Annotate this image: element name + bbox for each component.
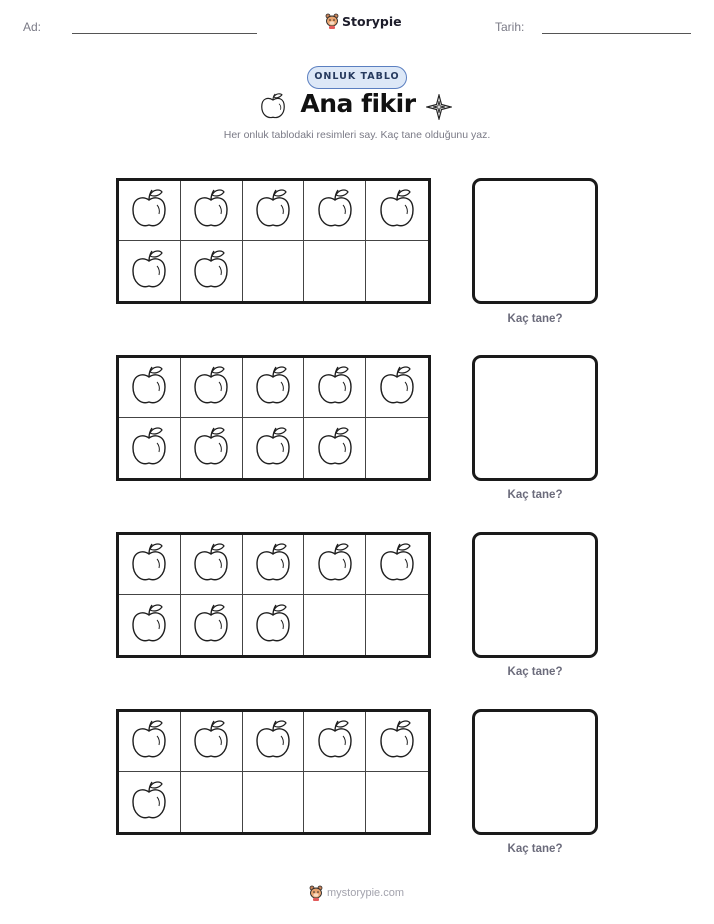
- apple-icon: [129, 717, 169, 766]
- apple-icon: [191, 717, 231, 766]
- apple-icon: [377, 540, 417, 589]
- apple-icon: [129, 186, 169, 235]
- apple-icon: [253, 186, 293, 235]
- frame-cell: [304, 418, 366, 478]
- frame-cell: [181, 772, 243, 832]
- answer-box-3[interactable]: [472, 532, 598, 658]
- apple-icon: [129, 424, 169, 473]
- frame-cell: [366, 712, 428, 772]
- date-line[interactable]: [542, 33, 691, 34]
- answer-box-4[interactable]: [472, 709, 598, 835]
- frame-cell: [181, 181, 243, 241]
- answer-box-2[interactable]: [472, 355, 598, 481]
- apple-icon: [377, 186, 417, 235]
- frame-cell: [304, 358, 366, 418]
- frame-cell: [366, 418, 428, 478]
- apple-icon: [129, 540, 169, 589]
- frame-cell: [181, 358, 243, 418]
- frame-cell: [243, 418, 305, 478]
- frame-cell: [181, 241, 243, 301]
- apple-icon: [129, 778, 169, 827]
- frame-cell: [119, 181, 181, 241]
- footer-url[interactable]: mystorypie.com: [327, 887, 405, 899]
- frame-cell: [243, 358, 305, 418]
- bear-mascot-icon: [309, 885, 323, 901]
- answer-label-2: Kaç tane?: [507, 489, 563, 501]
- apple-icon: [315, 717, 355, 766]
- brand-name: Storypie: [342, 13, 402, 29]
- frame-cell: [119, 535, 181, 595]
- apple-icon: [191, 424, 231, 473]
- frame-cell: [243, 241, 305, 301]
- date-label: Tarih:: [495, 20, 525, 34]
- instruction-text: Her onluk tablodaki resimleri say. Kaç tane olduğunu yaz.: [223, 129, 491, 141]
- ten-frame-2: [116, 355, 431, 481]
- frame-cell: [243, 712, 305, 772]
- apple-icon: [253, 717, 293, 766]
- frame-cell: [181, 712, 243, 772]
- name-label: Ad:: [23, 20, 42, 34]
- frame-cell: [119, 418, 181, 478]
- frame-cell: [366, 595, 428, 655]
- frame-cell: [304, 181, 366, 241]
- apple-icon: [191, 186, 231, 235]
- frame-cell: [304, 772, 366, 832]
- frame-cell: [119, 241, 181, 301]
- apple-icon: [253, 363, 293, 412]
- ten-frame-3: [116, 532, 431, 658]
- bear-mascot-icon: [325, 13, 339, 29]
- apple-icon: [315, 540, 355, 589]
- frame-cell: [366, 772, 428, 832]
- topic-badge: ONLUK TABLO: [307, 66, 407, 89]
- apple-icon: [129, 247, 169, 296]
- apple-icon: [191, 601, 231, 650]
- apple-icon: [315, 363, 355, 412]
- apple-icon: [253, 601, 293, 650]
- ten-frame-1: [116, 178, 431, 304]
- frame-cell: [304, 595, 366, 655]
- apple-icon: [315, 186, 355, 235]
- apple-icon: [191, 363, 231, 412]
- frame-cell: [304, 241, 366, 301]
- frame-cell: [243, 535, 305, 595]
- apple-icon: [377, 717, 417, 766]
- frame-cell: [181, 595, 243, 655]
- frame-cell: [304, 712, 366, 772]
- frame-cell: [119, 595, 181, 655]
- frame-cell: [119, 358, 181, 418]
- page-title: Ana fikir: [300, 89, 416, 118]
- frame-cell: [366, 535, 428, 595]
- sparkle-icon: [426, 94, 452, 125]
- frame-cell: [119, 772, 181, 832]
- frame-cell: [366, 358, 428, 418]
- ten-frame-4: [116, 709, 431, 835]
- frame-cell: [181, 535, 243, 595]
- apple-icon: [253, 540, 293, 589]
- name-line[interactable]: [72, 33, 257, 34]
- apple-icon: [258, 91, 288, 126]
- apple-icon: [377, 363, 417, 412]
- frame-cell: [366, 181, 428, 241]
- apple-icon: [129, 601, 169, 650]
- storypie-logo: [325, 13, 402, 29]
- apple-icon: [315, 424, 355, 473]
- frame-cell: [243, 181, 305, 241]
- answer-label-1: Kaç tane?: [507, 313, 563, 325]
- apple-icon: [253, 424, 293, 473]
- answer-label-3: Kaç tane?: [507, 666, 563, 678]
- frame-cell: [181, 418, 243, 478]
- apple-icon: [191, 540, 231, 589]
- frame-cell: [243, 772, 305, 832]
- footer: [309, 885, 404, 901]
- frame-cell: [366, 241, 428, 301]
- frame-cell: [243, 595, 305, 655]
- frame-cell: [119, 712, 181, 772]
- apple-icon: [191, 247, 231, 296]
- answer-label-4: Kaç tane?: [507, 843, 563, 855]
- answer-box-1[interactable]: [472, 178, 598, 304]
- apple-icon: [129, 363, 169, 412]
- frame-cell: [304, 535, 366, 595]
